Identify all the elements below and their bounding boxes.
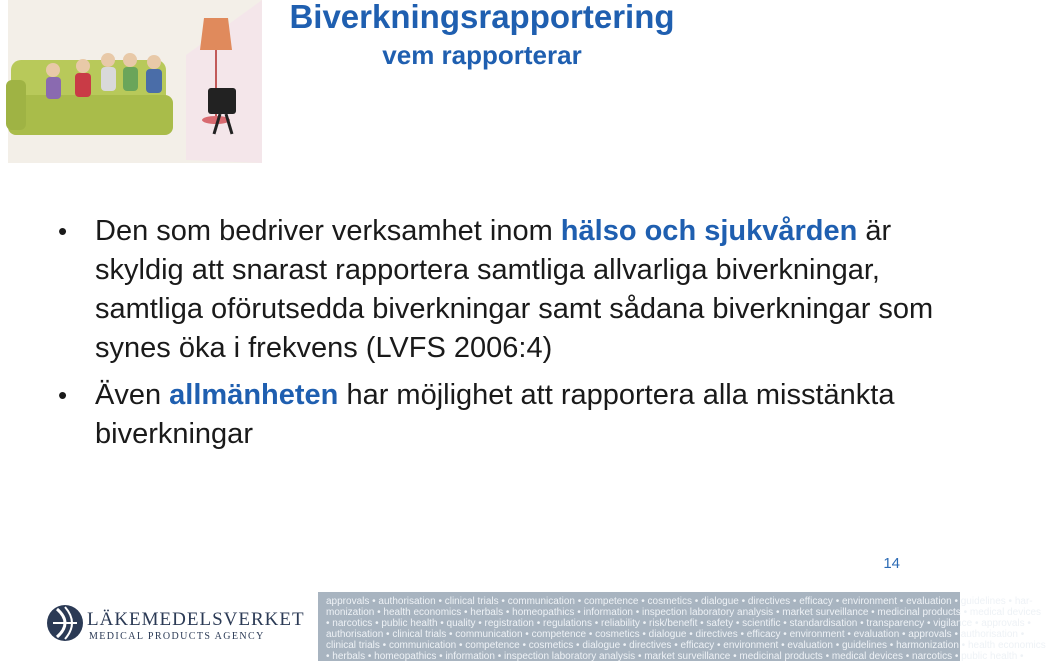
family-on-sofa-illustration [8,0,262,163]
slide-subtitle: vem rapporterar [382,40,582,70]
agency-subtitle: MEDICAL PRODUCTS AGENCY [89,631,265,642]
footer-ticker-line: approvals • authorisation • clinical trials • communication • competence • cosmetics • dialogue • directives • efficacy • environment • evaluation • guidelines • har- [326,596,1033,607]
footer-ticker-line: • narcotics • public health • quality • registration • regulations • reliability • risk/benefit • safety • scientific • standardisation • transparency • vigilance • approvals • [326,618,1031,629]
bullet1-highlight: hälso och sjukvården [560,215,858,247]
bullet-list [58,212,938,462]
footer [0,586,1046,662]
bullet2-highlight: allmänheten [169,379,339,411]
page-number: 14 [883,555,900,572]
bullet-item-reporting-duty [58,212,938,368]
agency-name: LÄKEMEDELSVERKET [87,609,305,630]
footer-ticker-line: monization • health economics • herbals • homeopathics • information • inspection laboratory analysis • market surveillance • medicinal products • medical devices [326,607,1042,618]
bullet-item-public-reporting [58,376,938,454]
bullet2-text-post: har möjlighet att rapportera alla misstänkta biverkningar [95,379,895,450]
bullet2-text-pre: Även [95,379,170,411]
footer-ticker-line: • herbals • homeopathics • information • inspection laboratory analysis • market surveillance • medicinal products • medical devices • narcotics • public health • [326,651,1024,662]
bullet1-text-pre: Den som bedriver verksamhet inom [95,215,561,247]
footer-ticker-line: clinical trials • communication • competence • cosmetics • dialogue • directives • efficacy • environment • evaluation • guidelines • harmonization • health economics [326,640,1046,651]
footer-keyword-band [318,592,1046,662]
agency-logo-icon [45,603,85,643]
footer-ticker-line: authorisation • clinical trials • communication • competence • cosmetics • dialogue • directives • efficacy • environment • evaluation • approvals • authorisation • [326,629,1025,640]
slide-title: Biverkningsrapportering [289,0,675,35]
bullet1-text-post: är skyldig att snarast rapportera samtliga allvarliga biverkningar, samtliga oförutsedda biverkningar samt sådana biverkningar som synes öka i frekvens (LVFS 2006:4) [95,215,934,364]
